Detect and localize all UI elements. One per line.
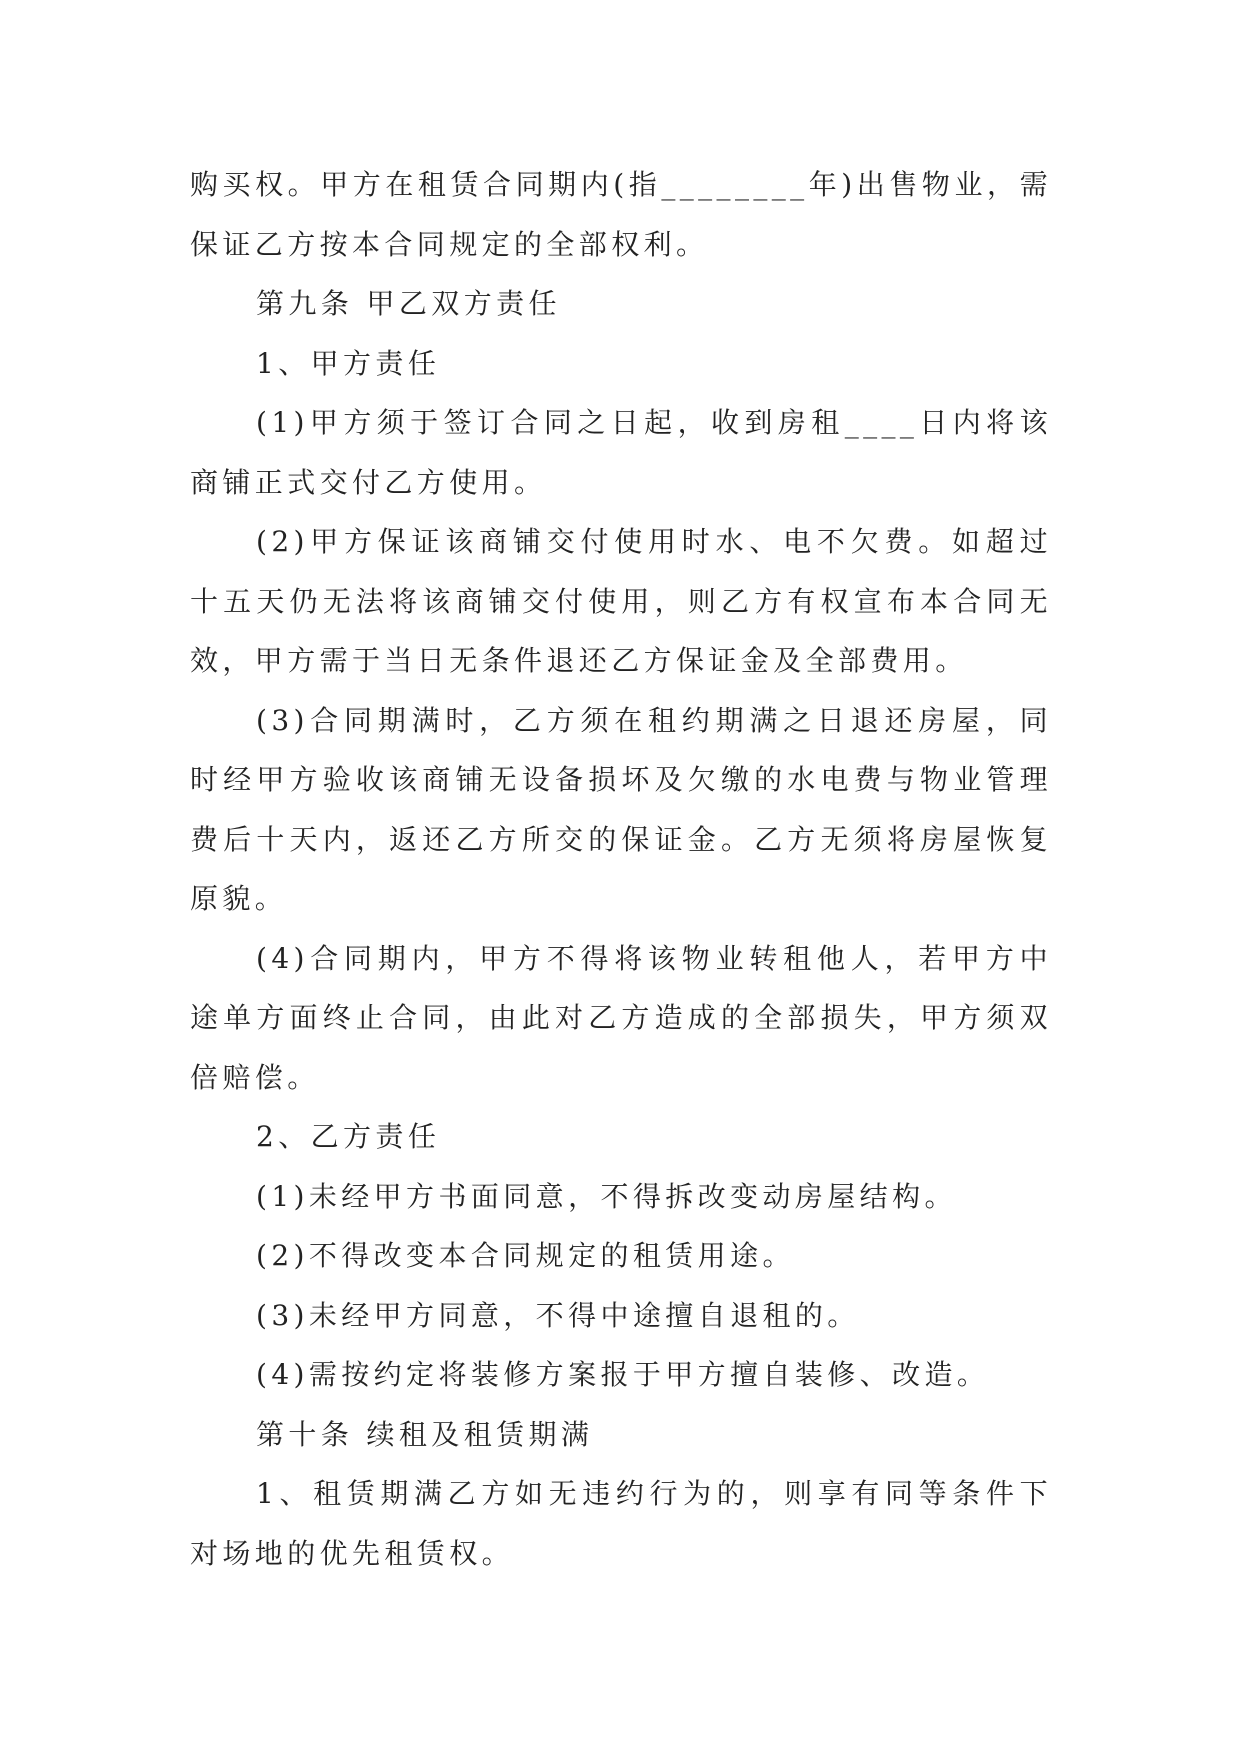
party-a-clause-3: (3)合同期满时，乙方须在租约期满之日退还房屋，同时经甲方验收该商铺无设备损坏及欠缴的水电费与物业管理费后十天内，返还乙方所交的保证金。乙方无须将房屋恢复原貌。 bbox=[190, 703, 1052, 915]
paragraph-purchase-right: 购买权。甲方在租赁合同期内(指________年)出售物业，需保证乙方按本合同规定的全部权利。 bbox=[190, 168, 1052, 261]
party-b-clause-3: (3)未经甲方同意，不得中途擅自退租的。 bbox=[256, 1298, 860, 1332]
party-a-clause-4: (4)合同期内，甲方不得将该物业转租他人，若甲方中途单方面终止合同，由此对乙方造成的全部损失，甲方须双倍赔偿。 bbox=[190, 941, 1052, 1094]
section-party-b-heading: 2、乙方责任 bbox=[256, 1120, 441, 1153]
party-b-clause-2: (2)不得改变本合同规定的租赁用途。 bbox=[256, 1239, 795, 1272]
party-a-clause-1: (1)甲方须于签订合同之日起，收到房租____日内将该商铺正式交付乙方使用。 bbox=[190, 406, 1052, 499]
party-b-clause-4: (4)需按约定将装修方案报于甲方擅自装修、改造。 bbox=[256, 1358, 990, 1391]
article-9-heading: 第九条 甲乙双方责任 bbox=[256, 287, 561, 320]
renewal-clause-1: 1、租赁期满乙方如无违约行为的，则享有同等条件下对场地的优先租赁权。 bbox=[190, 1477, 1052, 1570]
party-a-clause-2: (2)甲方保证该商铺交付使用时水、电不欠费。如超过十五天仍无法将该商铺交付使用，则乙方有权宣布本合同无效，甲方需于当日无条件退还乙方保证金及全部费用。 bbox=[190, 525, 1052, 677]
article-10-heading: 第十条 续租及租赁期满 bbox=[256, 1417, 594, 1451]
document-body bbox=[190, 155, 1052, 1583]
party-b-clause-1: (1)未经甲方书面同意，不得拆改变动房屋结构。 bbox=[256, 1179, 957, 1213]
section-party-a-heading: 1、甲方责任 bbox=[256, 346, 441, 380]
